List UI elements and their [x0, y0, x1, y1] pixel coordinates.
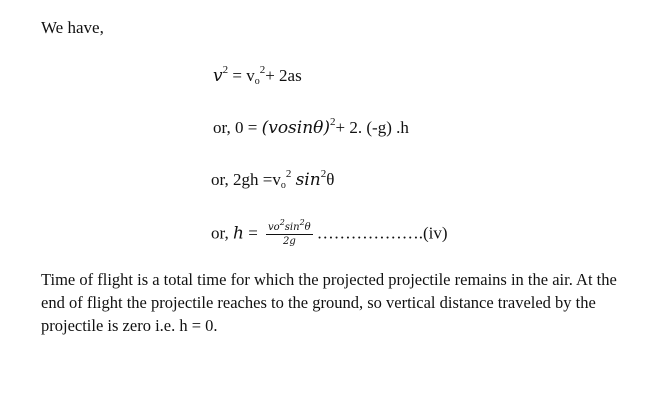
eq4-num-vo: vo [268, 222, 280, 233]
eq3-v0-exponent: 2 [285, 168, 292, 180]
eq4-num-sin: sin [284, 222, 300, 233]
eq4-num-theta: θ [304, 222, 311, 233]
eq4-dots: ………………. [316, 223, 423, 243]
eq3-v0-subscript: o [280, 180, 286, 191]
eq1-tail: + 2as [265, 66, 302, 85]
eq2-tail: + 2. (-g) .h [335, 118, 409, 137]
eq1-lhs: v [213, 66, 223, 86]
intro-text: We have, [41, 18, 104, 37]
eq4-num-vo-exponent: 2 [279, 218, 285, 227]
eq4-var: h [232, 223, 244, 244]
eq3-sin: sin [295, 170, 321, 190]
equation-h [211, 218, 448, 247]
eq4-fraction [266, 218, 313, 247]
eq4-numerator [266, 218, 313, 235]
eq1-lhs-exponent: 2 [222, 64, 229, 76]
eq1-equals-v: = v [228, 66, 255, 85]
equation-zero [213, 118, 409, 138]
eq2-exponent: 2 [330, 116, 336, 128]
eq4-equals: = [243, 223, 258, 243]
eq1-v0-subscript: o [254, 76, 260, 87]
equation-2gh [211, 170, 334, 190]
eq2-paren: (vosinθ) [261, 118, 331, 138]
eq3-sin-exponent: 2 [320, 168, 327, 180]
eq4-prefix: or, [211, 223, 233, 243]
time-of-flight-paragraph: Time of flight is a total time for which the projected projectile remains in the air. At the end of flight the projectile reaches to the ground, so vertical distance traveled by the projectile is zero i.e. h = 0. [41, 270, 617, 335]
eq2-prefix: or, 0 = [213, 118, 262, 137]
eq4-denominator: 2g [282, 236, 296, 247]
eq3-prefix: or, 2gh =v [211, 170, 281, 189]
equation-v-squared [213, 66, 302, 86]
eq1-v0-exponent: 2 [259, 64, 266, 76]
eq3-theta: θ [326, 170, 335, 189]
eq4-label: (iv) [422, 223, 448, 243]
eq4-num-sin-exponent: 2 [299, 218, 305, 227]
